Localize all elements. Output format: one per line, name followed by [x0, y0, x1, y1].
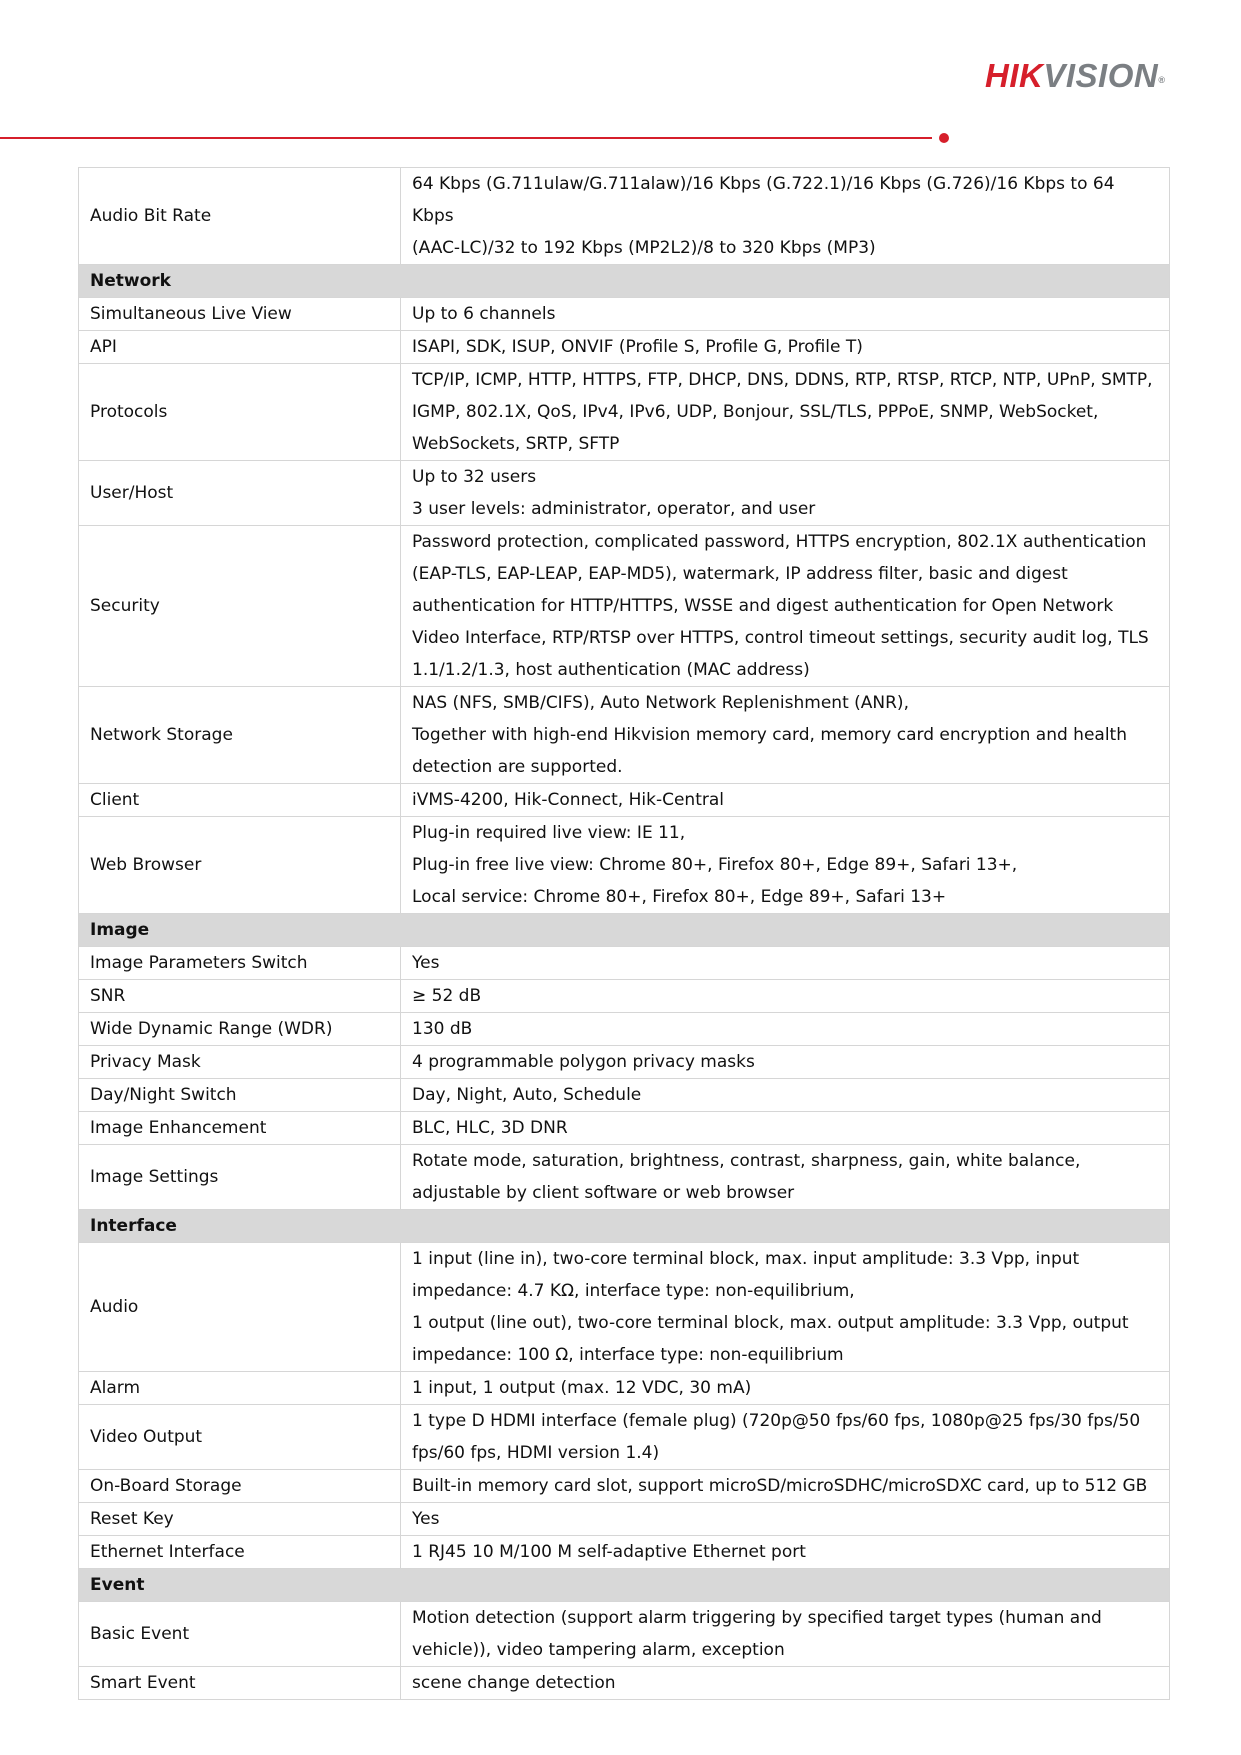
- spec-label: Image Enhancement: [79, 1112, 401, 1145]
- spec-value-line: 1 input, 1 output (max. 12 VDC, 30 mA): [412, 1378, 752, 1398]
- spec-label: Video Output: [79, 1405, 401, 1470]
- spec-value: [401, 1536, 1170, 1569]
- header-divider-dot: [939, 133, 949, 143]
- spec-label: Ethernet Interface: [79, 1536, 401, 1569]
- spec-value-line: BLC, HLC, 3D DNR: [412, 1118, 568, 1138]
- spec-value-line: vehicle)), video tampering alarm, exception: [412, 1640, 785, 1660]
- spec-label: Alarm: [79, 1372, 401, 1405]
- spec-value: [401, 784, 1170, 817]
- spec-label: On-Board Storage: [79, 1470, 401, 1503]
- spec-value: [401, 1079, 1170, 1112]
- spec-value: [401, 526, 1170, 687]
- spec-value: [401, 1013, 1170, 1046]
- spec-value-line: Built-in memory card slot, support microSD/microSDHC/microSDXC card, up to 512 GB: [412, 1476, 1148, 1496]
- spec-value-line: Plug-in free live view: Chrome 80+, Firefox 80+, Edge 89+, Safari 13+,: [412, 855, 1018, 875]
- spec-value-line: Day, Night, Auto, Schedule: [412, 1085, 642, 1105]
- header-divider-line: [0, 137, 932, 139]
- spec-value-line: WebSockets, SRTP, SFTP: [412, 434, 620, 454]
- section-header-row: [79, 265, 1170, 298]
- spec-row: [79, 784, 1170, 817]
- spec-value-line: Up to 32 users: [412, 467, 537, 487]
- spec-row: [79, 1112, 1170, 1145]
- spec-value-line: Motion detection (support alarm triggering by specified target types (human and: [412, 1608, 1102, 1628]
- spec-value-line: (EAP-TLS, EAP-LEAP, EAP-MD5), watermark, IP address filter, basic and digest: [412, 564, 1068, 584]
- spec-value: [401, 461, 1170, 526]
- spec-row: [79, 1503, 1170, 1536]
- spec-row: [79, 461, 1170, 526]
- spec-value-line: Up to 6 channels: [412, 304, 556, 324]
- spec-label: User/Host: [79, 461, 401, 526]
- section-header-row: [79, 914, 1170, 947]
- spec-value-line: scene change detection: [412, 1673, 616, 1693]
- spec-row: [79, 947, 1170, 980]
- spec-row: [79, 1079, 1170, 1112]
- spec-label: Network Storage: [79, 687, 401, 784]
- spec-value: [401, 1405, 1170, 1470]
- spec-table: [78, 167, 1170, 1700]
- spec-label: SNR: [79, 980, 401, 1013]
- spec-value-line: Password protection, complicated password, HTTPS encryption, 802.1X authentication: [412, 532, 1147, 552]
- section-title: Event: [79, 1569, 1170, 1602]
- spec-value-line: Together with high-end Hikvision memory card, memory card encryption and health: [412, 725, 1127, 745]
- spec-row: [79, 1470, 1170, 1503]
- spec-value-line: Yes: [412, 1509, 440, 1529]
- spec-value-line: 1 RJ45 10 M/100 M self-adaptive Ethernet port: [412, 1542, 806, 1562]
- spec-row: [79, 687, 1170, 784]
- spec-value-line: Yes: [412, 953, 440, 973]
- spec-row: [79, 1243, 1170, 1372]
- spec-value: [401, 1602, 1170, 1667]
- spec-value-line: 130 dB: [412, 1019, 473, 1039]
- spec-row: [79, 1405, 1170, 1470]
- spec-row: [79, 298, 1170, 331]
- spec-row: [79, 817, 1170, 914]
- spec-label: API: [79, 331, 401, 364]
- spec-value-line: 3 user levels: administrator, operator, and user: [412, 499, 816, 519]
- spec-value-line: detection are supported.: [412, 757, 623, 777]
- spec-row: [79, 526, 1170, 687]
- spec-value-line: Video Interface, RTP/RTSP over HTTPS, control timeout settings, security audit log, TLS: [412, 628, 1149, 648]
- spec-row: [79, 1667, 1170, 1700]
- spec-value-line: impedance: 100 Ω, interface type: non-equilibrium: [412, 1345, 844, 1365]
- spec-value-line: NAS (NFS, SMB/CIFS), Auto Network Replenishment (ANR),: [412, 693, 909, 713]
- spec-value-line: Plug-in required live view: IE 11,: [412, 823, 686, 843]
- spec-value: [401, 1112, 1170, 1145]
- spec-value: [401, 298, 1170, 331]
- spec-row: [79, 1536, 1170, 1569]
- spec-value-line: iVMS-4200, Hik-Connect, Hik-Central: [412, 790, 724, 810]
- logo-text-red: HIK: [985, 57, 1044, 94]
- hikvision-logo: [985, 56, 1165, 96]
- spec-row: [79, 364, 1170, 461]
- registered-mark: ®: [1158, 75, 1166, 85]
- spec-row: [79, 980, 1170, 1013]
- spec-value-line: impedance: 4.7 KΩ, interface type: non-equilibrium,: [412, 1281, 855, 1301]
- spec-value-line: 1 input (line in), two-core terminal block, max. input amplitude: 3.3 Vpp, input: [412, 1249, 1080, 1269]
- spec-label: Basic Event: [79, 1602, 401, 1667]
- spec-value: [401, 1046, 1170, 1079]
- spec-value-line: adjustable by client software or web browser: [412, 1183, 795, 1203]
- section-header-row: [79, 1569, 1170, 1602]
- spec-label: Security: [79, 526, 401, 687]
- spec-value: [401, 1372, 1170, 1405]
- spec-value-line: authentication for HTTP/HTTPS, WSSE and digest authentication for Open Network: [412, 596, 1114, 616]
- spec-label: Image Settings: [79, 1145, 401, 1210]
- logo-text-grey: VISION: [1043, 57, 1159, 94]
- spec-value-line: ISAPI, SDK, ISUP, ONVIF (Profile S, Profile G, Profile T): [412, 337, 863, 357]
- spec-value-line: Rotate mode, saturation, brightness, contrast, sharpness, gain, white balance,: [412, 1151, 1081, 1171]
- spec-value-line: ≥ 52 dB: [412, 986, 482, 1006]
- spec-label: Reset Key: [79, 1503, 401, 1536]
- spec-value: [401, 980, 1170, 1013]
- spec-label: Smart Event: [79, 1667, 401, 1700]
- spec-row: [79, 168, 1170, 265]
- spec-value: [401, 1145, 1170, 1210]
- spec-value: [401, 1470, 1170, 1503]
- section-title: Image: [79, 914, 1170, 947]
- spec-value-line: 1 type D HDMI interface (female plug) (720p@50 fps/60 fps, 1080p@25 fps/30 fps/50: [412, 1411, 1141, 1431]
- spec-row: [79, 1013, 1170, 1046]
- spec-value: [401, 1243, 1170, 1372]
- spec-row: [79, 1372, 1170, 1405]
- spec-value: [401, 168, 1170, 265]
- spec-value: [401, 1667, 1170, 1700]
- spec-value: [401, 687, 1170, 784]
- spec-label: Web Browser: [79, 817, 401, 914]
- spec-value: [401, 1503, 1170, 1536]
- spec-label: Client: [79, 784, 401, 817]
- spec-value-line: 64 Kbps (G.711ulaw/G.711alaw)/16 Kbps (G.722.1)/16 Kbps (G.726)/16 Kbps to 64 Kbps: [412, 174, 1115, 226]
- spec-value-line: 4 programmable polygon privacy masks: [412, 1052, 755, 1072]
- spec-row: [79, 1602, 1170, 1667]
- section-title: Network: [79, 265, 1170, 298]
- spec-table-body: [79, 168, 1170, 1700]
- spec-label: Image Parameters Switch: [79, 947, 401, 980]
- spec-value-line: IGMP, 802.1X, QoS, IPv4, IPv6, UDP, Bonjour, SSL/TLS, PPPoE, SNMP, WebSocket,: [412, 402, 1099, 422]
- spec-value-line: fps/60 fps, HDMI version 1.4): [412, 1443, 660, 1463]
- spec-label: Audio Bit Rate: [79, 168, 401, 265]
- spec-label: Day/Night Switch: [79, 1079, 401, 1112]
- section-header-row: [79, 1210, 1170, 1243]
- spec-row: [79, 1145, 1170, 1210]
- spec-row: [79, 331, 1170, 364]
- spec-value-line: (AAC-LC)/32 to 192 Kbps (MP2L2)/8 to 320 Kbps (MP3): [412, 238, 876, 258]
- spec-value-line: 1 output (line out), two-core terminal block, max. output amplitude: 3.3 Vpp, output: [412, 1313, 1129, 1333]
- spec-value: [401, 364, 1170, 461]
- spec-value: [401, 331, 1170, 364]
- spec-value-line: TCP/IP, ICMP, HTTP, HTTPS, FTP, DHCP, DNS, DDNS, RTP, RTSP, RTCP, NTP, UPnP, SMTP,: [412, 370, 1153, 390]
- spec-row: [79, 1046, 1170, 1079]
- spec-label: Simultaneous Live View: [79, 298, 401, 331]
- section-title: Interface: [79, 1210, 1170, 1243]
- spec-label: Wide Dynamic Range (WDR): [79, 1013, 401, 1046]
- spec-value: [401, 817, 1170, 914]
- spec-value-line: 1.1/1.2/1.3, host authentication (MAC address): [412, 660, 810, 680]
- spec-label: Audio: [79, 1243, 401, 1372]
- spec-value: [401, 947, 1170, 980]
- spec-value-line: Local service: Chrome 80+, Firefox 80+, Edge 89+, Safari 13+: [412, 887, 947, 907]
- spec-label: Protocols: [79, 364, 401, 461]
- spec-label: Privacy Mask: [79, 1046, 401, 1079]
